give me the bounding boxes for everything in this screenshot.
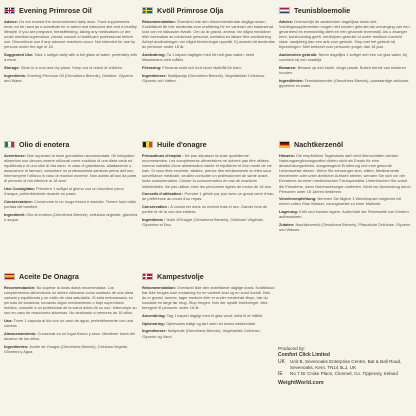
section-english [4, 4, 138, 134]
producer-info [278, 346, 412, 387]
denmark-flag-icon [142, 273, 153, 280]
ingredients-paragraph: Ingrédients : Huile d'Onagre (Oenothera Biennis), Cellulose Végétale, Glycérine et Eau. [142, 216, 264, 227]
germany-flag-icon [279, 141, 290, 148]
section-italian [4, 138, 138, 266]
storage-paragraph: Lagerung: Kühl und trocken lagern. Außerhalb der Reichweite von Kindern aufbewahren. [279, 209, 409, 220]
uk-marker: UK [278, 358, 285, 365]
section-title: Nachtkerzenöl [294, 139, 344, 149]
ingredients-paragraph: Ingredients: Evening Primrose Oil (Oenothera Biennis), Gelatine, Glycerin and Water. [4, 72, 133, 83]
uk-address-block [278, 359, 412, 372]
section-swedish [142, 4, 275, 134]
advice-paragraph: Advies: Overschrijd de aanbevolen dagelijkse dosis niet. Voedingssupplementen mogen niet worden gebruikt als vervanging van een gevarieerd en evenwichtig dieet en een gezonde levensstijl. Als u zwanger bent, borstvoeding geeft, medicijnen gebruikt of onder medisch toezicht staat, raadpleeg dan een arts voor gebruik. Stop met het gebruik bij bijwerkingen. Niet bedoeld voor personen jonger dan 18 jaar. [279, 19, 410, 50]
ingredients-paragraph: Ingredienti: Olio di enotera (Oenothera Biennis), cellulosa vegetale, glicerina e acqua. [4, 211, 138, 222]
suggested-use-paragraph: Suggested Use: Take 1 softgel daily with a full glass of water, preferably with a meal. [4, 52, 138, 63]
suggested-use-paragraph: Användning: Ta 1 kapsel dagligen med ett helt glas vatten, helst tillsammans med måltid. [142, 52, 254, 63]
uk-flag-icon [4, 7, 15, 14]
ingredients-paragraph: Ingredienser: Natlysolie (Oenothera Biennis), Vegetabilsk Cellulose, Glycerin og Vand. [142, 328, 261, 339]
storage-paragraph: Förvaring: Förvaras svalt och torrt utom räckhåll för barn. [142, 64, 242, 70]
suggested-use-paragraph: Conseils d'utilisation : Prendre 1 gélule par jour avec un grand verre d'eau, de préférence au cours d'un repas. [142, 191, 275, 202]
suggested-use-paragraph: Verzehrempfehlung: Nehmen Sie täglich 1 Weichkapsel möglichst mit einem vollen Glas Wasser, vorzugsweise zu einer Mahlzeit. [279, 196, 402, 207]
advice-paragraph: Hinweis: Die empfohlene Tagesdosis darf nicht überschritten werden. Nahrungsergänzungsmittel dürfen nicht als Ersatz für eine abwechslungsreiche, ausgewogene Ernährung und eine gesunde Lebensweise dienen. Wenn Sie schwanger sind, stillen, Medikamente einnehmen oder unter ärztlicher Aufsicht stehen, wenden Sie sich vor der Einnahme an einen medizinischen Fachspezialist. Unterbrechen Sie sofort die Einnahme, wenn Nebenwirkungen auftreten. Nicht zur Anwendung durch Personen unter 18 Jahren bestimmt. [279, 153, 411, 194]
advice-paragraph: Précautions d'emploi : Ne pas dépasser la dose quotidienne recommandée. Les compléments alimentaires ne doivent pas être utilisés comme substitut d'une alimentation variée et équilibrée et d'un mode de vie sain. Si vous êtes enceinte, allaitez, prenez des médicaments ou êtes sous surveillance médicale, veuillez consulter un professionnel de santé avant toute consommation. Cesser la consommation en cas de réactions indésirables. Ne pas utiliser chez les personnes âgées de moins de 18 ans. [142, 153, 272, 189]
section-dutch [279, 4, 412, 134]
storage-paragraph: Almacenamiento: Conservar en un lugar fresco y seco. Mantener fuera del alcance de los niños. [4, 330, 135, 342]
storage-paragraph: Conservazione: Conservare in un luogo fresco e asciutto. Tenere fuori dalla portata dei bambini. [4, 198, 136, 210]
suggested-use-paragraph: Uso: Tome 1 cápsula al día con un vaso de agua, preferiblemente con una comida. [4, 318, 133, 329]
netherlands-flag-icon [279, 7, 290, 14]
ingredients-paragraph: Ingredienser: Nattljusolja (Oenothera Biennis), Vegetabiliskt Cellulosa, Glycerin och Vatten. [142, 72, 265, 83]
section-title: Huile d'onagre [157, 139, 207, 149]
section-title: Aceite De Onagra [19, 271, 79, 281]
storage-paragraph: Opbevaring: Opbevares køligt og tørt uden for børns rækkevidde. [142, 320, 257, 326]
section-german [279, 138, 412, 266]
uk-address: Unit B, Sevenoaks Enterprise Centre, Bat & Ball Road, Sevenoaks, Kent, TN14 5LJ, UK [290, 358, 402, 370]
section-title: Kvöll Primrose Olja [157, 5, 224, 15]
belgium-flag-icon [142, 141, 153, 148]
section-title: Evening Primrose Oil [19, 5, 92, 15]
sweden-flag-icon [142, 7, 153, 14]
suggested-use-paragraph: Uso Consigliato: Prendere 1 softgel al giorno con un bicchiere pieno d'acqua, preferibilmente durante un pasto. [4, 186, 124, 197]
ie-address-block [278, 371, 412, 377]
advice-paragraph: Recomendación: No superar la dosis diaria recomendada. Los complementos alimenticios no deben utilizarse como sustituto de una dieta variada y equilibrada y un estilo de vida saludable. Si está embarazada, en período de lactancia, tomando algún medicamento o bajo supervisión médica, consulte a un profesional de la salud antes de su uso. Interrumpir su uso en caso de reacciones adversas. No destinado a menores de 18 años. [4, 285, 137, 316]
spain-flag-icon [4, 273, 15, 280]
section-title: Teunisbloemolie [294, 5, 351, 15]
suggested-use-paragraph: Aanbevolen gebruik: Neem dagelijks 1 softgel met een vol glas water, bij voorkeur bij een maaltijd. [279, 52, 407, 63]
storage-paragraph: Storage: Store in a cool and dry place. Keep out of reach of children. [4, 64, 124, 70]
advice-paragraph: Rekommendation: Överskrid inte den rekommenderade dagliga dosen. Kosttillskott får inte användas som ersättning för en varierad och balanserad kost och en hälsosam livsstil. Om du är gravid, ammar, tar några mediciner eller övervakas av medicinsk personal, kontakta en läkare före användning. Avbryt användningen om några biverkningar uppstår. Ej avsedd att användas av personer under 18 år. [142, 19, 275, 50]
producer-company: Comfort Click Limited [278, 352, 330, 359]
italy-flag-icon [4, 141, 15, 148]
storage-paragraph: Bewaren: Bewaar op een koele, droge plaats. Buiten bereik van kinderen houden. [279, 64, 406, 76]
ie-marker: IE [278, 371, 283, 378]
section-french [142, 138, 275, 266]
website-link[interactable]: WeightWorld.com [278, 380, 324, 387]
advice-paragraph: Advice: Do not exceed the recommended daily dose. Food supplements must not be used as a substitute for a varied and balanced diet and a healthy lifestyle. If you are pregnant, breastfeeding, taking any medications or are under medical supervision, please consult a healthcare professional before use. Discontinue use if any adverse reactions occur. Not intended for use by persons under the age of 18. [4, 19, 137, 50]
advice-paragraph: Rekommendation: Overskrid ikke den anbefalede daglige dosis. Kosttilskud bør ikke bruges som erstatning for en varieret kost og en sund livsstil. Hvis du er gravid, ammer, tager medicin eller er under medicinsk tilsyn, bør du kontakte en læge før brug. Stop brugen, hvis der opstår bivirkninger. Ikke beregnet til personer under 18 år. [142, 285, 275, 311]
ingredients-paragraph: Zutaten: Nachtkerzenöl (Oenothera Biennis), Pflanzliche Zellulose, Glycerin und Wasser. [279, 221, 411, 232]
producer-label: Produced by: [278, 346, 306, 351]
storage-paragraph: Conservation : À conserver dans un endroit frais et sec. Garder hors de portée et de la vue des enfants. [142, 204, 268, 215]
section-danish [142, 270, 275, 412]
section-spanish [4, 270, 138, 412]
advice-paragraph: Avvertenze: Non superare la dose giornaliera raccomandata. Gli integratori alimentari non devono essere utilizzati come sostituto di una dieta varia ed equilibrata e di uno stile di vita sano. In caso di gravidanza, allattamento o assunzione di farmaci, consultare un professionista sanitario prima dell'uso. Interrompere l'utilizzo in caso di reazioni avverse. Non adatto all'uso da parte di persone di età inferiore ai 18 anni. [4, 153, 137, 184]
section-title: Kampestvolje [157, 271, 204, 281]
ie-address: No 7 Dr Croke Place, Clonmel, Co. Tipperary, Ireland [290, 371, 398, 377]
suggested-use-paragraph: Anvendning: Tag 1 kapsel dagligt med et glas vand, helst til et måltid. [142, 313, 264, 319]
section-title: Olio di enotera [19, 139, 70, 149]
ingredients-paragraph: Ingrediënten: Teunisbloemolie (Oenothera Biennis), plantaardige cellulose, glycerine en water. [279, 77, 410, 88]
ingredients-paragraph: Ingredientes: Aceite de Onagra (Oenothera Biennis), Celulosa Vegetal, Glicerina y Agua. [4, 343, 128, 354]
